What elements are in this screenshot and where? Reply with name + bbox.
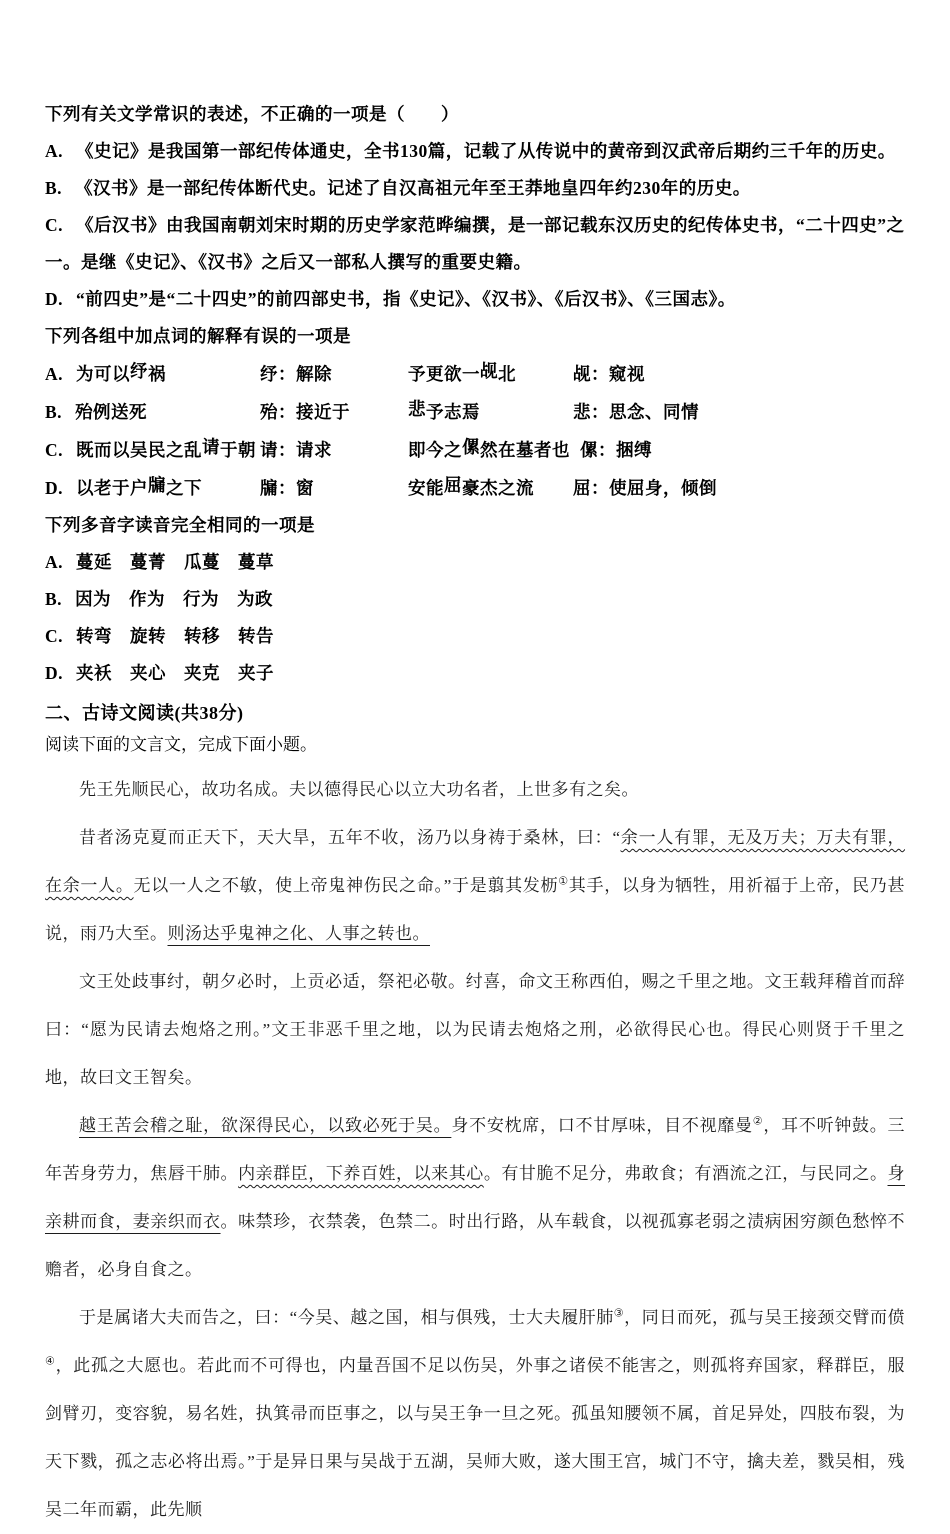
option-text: 蔓延 蔓菁 瓜蔓 蔓草 (76, 552, 275, 572)
phrase-text: 以老于户牖之下 (76, 475, 203, 498)
explanation-cell: 请：请求 (260, 440, 332, 460)
passage-paragraph (45, 814, 905, 958)
phrase-text: 即今之傫然在墓者也 (408, 437, 570, 460)
phrase-cell (45, 355, 260, 393)
question-stem: 下列多音字读音完全相同的一项是 (45, 515, 315, 535)
passage-paragraph (45, 766, 905, 814)
underlined-sentence: 身亲耕而食，妻亲织而衣 (45, 1164, 906, 1231)
emphasized-character: 纾 (130, 361, 149, 381)
phrase-text: 为可以纾祸 (76, 361, 167, 384)
option-label: C. (45, 440, 64, 460)
passage-paragraph (45, 958, 905, 1102)
option-label: C. (45, 215, 64, 235)
option-list (45, 544, 905, 692)
passage-text: 昔者汤克夏而正天下，天大旱，五年不收，汤乃以身祷于桑林，曰：“ (79, 828, 621, 847)
passage-paragraph (45, 1102, 905, 1294)
section-title: 二、古诗文阅读(共38分) (45, 703, 244, 723)
passage-text: 。味禁珍，衣禁袭，色禁二。时出行路，从车载食，以视孤寡老弱之渍病困穷颜色愁悴不赡者，必身自食之。 (45, 1212, 906, 1279)
option-row (45, 618, 905, 655)
option-list (45, 355, 905, 507)
option-row (45, 207, 905, 281)
passage-text: ，耳不听钟鼓。三年苦身劳力，焦唇干肺。 (45, 1116, 906, 1183)
option-label: D. (45, 663, 64, 683)
emphasized-character: 请 (202, 437, 221, 457)
question-word-explanation (45, 318, 905, 507)
option-label: D. (45, 478, 64, 498)
phrase-cell (45, 431, 260, 469)
underlined-sentence: 则汤达乎鬼神之化、人事之转也。 (167, 924, 430, 943)
option-label: C. (45, 626, 64, 646)
option-label: B. (45, 589, 63, 609)
explanation-cell: 悲：思念、同情 (573, 402, 699, 422)
explanation-cell: 殆：接近于 (260, 402, 350, 422)
option-row (45, 469, 905, 507)
phrase-cell (408, 393, 563, 431)
option-text: 因为 作为 行为 为政 (75, 589, 274, 609)
option-label: A. (45, 141, 64, 161)
option-row (45, 355, 905, 393)
emphasized-character: 傫 (462, 437, 480, 457)
footnote-marker: ② (752, 1115, 764, 1128)
underlined-sentence: 越王苦会稽之耻，欲深得民心，以致必死于吴。 (79, 1116, 452, 1135)
explanation-cell: 觇：窥视 (573, 364, 645, 384)
option-row (45, 431, 905, 469)
phrase-cell (45, 393, 260, 431)
option-text: 《汉书》是一部纪传体断代史。记述了自汉高祖元年至王莽地皇四年约230年的历史。 (75, 178, 751, 198)
passage-text: 其手，以身为牺牲，用祈福于上帝，民乃甚说，雨乃大至。 (45, 876, 905, 943)
option-list (45, 133, 905, 318)
option-row (45, 581, 905, 618)
underlined-sentence: 内亲群臣，下养百姓，以来其心 (238, 1164, 484, 1183)
phrase-text: 既而以吴民之乱请于朝 (76, 437, 257, 460)
option-label: B. (45, 402, 63, 422)
emphasized-character: 牖 (148, 475, 167, 495)
passage-text: 无以一人之不敏，使上帝鬼神伤民之命。”于是翦其发枥 (133, 876, 559, 895)
phrase-cell (408, 469, 563, 507)
classical-passage (45, 766, 905, 1534)
explanation-cell: 傫：捆缚 (580, 440, 652, 460)
option-row (45, 133, 905, 170)
option-label: D. (45, 289, 64, 309)
emphasized-character: 悲 (408, 399, 426, 419)
option-row (45, 281, 905, 318)
phrase-text: 悲予志焉 (408, 399, 480, 422)
phrase-cell (408, 431, 570, 469)
phrase-text: 安能屈豪杰之流 (408, 475, 534, 498)
passage-text: 先王先顺民心，故功名成。夫以德得民心以立大功名者，上世多有之矣。 (79, 780, 639, 799)
passage-text: ，同日而死，孤与吴王接颈交臂而偾 (624, 1308, 905, 1327)
passage-text: 于是属诸大夫而告之，曰：“今吴、越之国，相与俱残，士大夫履肝肺 (79, 1308, 614, 1327)
option-text: 转弯 旋转 转移 转告 (76, 626, 275, 646)
phrase-text: 予更欲一觇北 (408, 361, 516, 384)
option-text: 《史记》是我国第一部纪传体通史，全书130篇，记载了从传说中的黄帝到汉武帝后期约三千年的历史。 (76, 141, 896, 161)
question-stem: 下列各组中加点词的解释有误的一项是 (45, 326, 351, 346)
passage-text: 身不安枕席，口不甘厚味，目不视靡曼 (451, 1116, 753, 1135)
explanation-cell: 屈：使屈身，倾倒 (573, 478, 717, 498)
option-label: A. (45, 552, 64, 572)
question-polyphonic-characters (45, 507, 905, 692)
phrase-text: 殆例送死 (75, 402, 148, 422)
option-label: A. (45, 364, 64, 384)
footnote-marker: ③ (613, 1307, 625, 1320)
phrase-cell (45, 469, 260, 507)
footnote-marker: ④ (45, 1355, 56, 1368)
option-text: 夹袄 夹心 夹克 夹子 (76, 663, 275, 683)
option-row (45, 170, 905, 207)
passage-text: 。有甘脆不足分，弗敢食；有酒流之江，与民同之。 (483, 1164, 888, 1183)
option-row (45, 393, 905, 431)
phrase-cell (408, 355, 563, 393)
option-label: B. (45, 178, 63, 198)
passage-paragraph (45, 1294, 905, 1534)
section-instruction: 阅读下面的文言文，完成下面小题。 (45, 735, 317, 754)
question-stem: 下列有关文学常识的表述，不正确的一项是（ ） (45, 104, 459, 124)
option-row (45, 544, 905, 581)
option-row (45, 655, 905, 692)
underlined-sentence: 余一人有罪，无及万夫；万夫有罪，在余一人。 (45, 828, 906, 895)
explanation-cell: 牖：窗 (260, 478, 314, 498)
emphasized-character: 觇 (480, 361, 498, 381)
option-text: 《后汉书》由我国南朝刘宋时期的历史学家范晔编撰，是一部记载东汉历史的纪传体史书，“二十四史”之一。是继《史记》、《汉书》之后又一部私人撰写的重要史籍。 (45, 215, 905, 272)
footnote-marker: ① (558, 875, 569, 888)
option-text: “前四史”是“二十四史”的前四部史书，指《史记》、《汉书》、《后汉书》、《三国志》。 (76, 289, 736, 309)
question-literary-knowledge (45, 96, 905, 318)
passage-text: ，此孤之大愿也。若此而不可得也，内量吾国不足以伤吴，外事之诸侯不能害之，则孤将弃国家，释群臣，服剑臂刃，变容貌，易名姓，执箕帚而臣事之，以与吴王争一旦之死。孤虽知腰领不属，首足异处，四肢布裂，为天下戮，孤之志必将出焉。”于是异日果与吴战于五湖，吴师大败，遂大围王宫，城门不守，擒夫差，戮吴相，残吴二年而霸，此先顺 (45, 1356, 905, 1519)
explanation-cell: 纾：解除 (260, 364, 332, 384)
emphasized-character: 屈 (444, 475, 462, 495)
passage-text: 文王处歧事纣，朝夕必时，上贡必适，祭祀必敬。纣喜，命文王称西伯，赐之千里之地。文王载拜稽首而辞曰：“愿为民请去炮烙之刑。”文王非恶千里之地，以为民请去炮烙之刑，必欲得民心也。得民心则贤于千里之地，故曰文王智矣。 (45, 972, 905, 1087)
